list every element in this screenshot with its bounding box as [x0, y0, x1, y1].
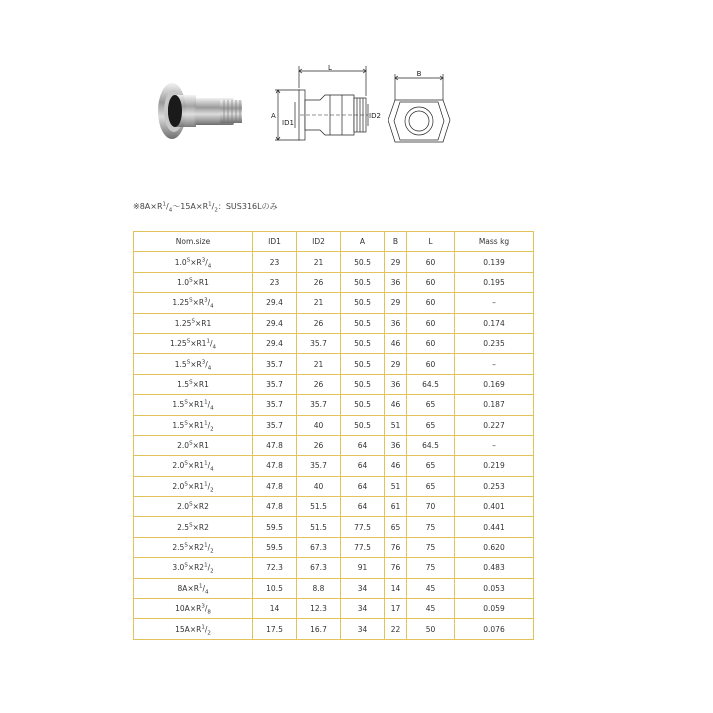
table-cell: 64 [341, 476, 385, 496]
table-cell: 29 [385, 293, 407, 313]
column-header: Nom.size [134, 232, 253, 252]
table-cell: 45 [407, 578, 455, 598]
material-note: $※8A\times R^1/_4\sim 15A\times R^1/_2$：SUS316Lのみ [133, 201, 278, 214]
table-cell: – [455, 435, 534, 455]
size-base: 2.0 [177, 502, 190, 512]
size-base: 1.25 [172, 298, 190, 308]
table-cell: 72.3 [253, 558, 297, 578]
table-cell: 65 [407, 415, 455, 435]
size-schedule-sup: S [189, 297, 193, 304]
nom-size-cell: $1.0^S\times R^3/_4$ [134, 252, 253, 272]
table-row [134, 558, 534, 578]
size-schedule-sup: S [186, 359, 191, 366]
size-fraction-den: 4 [210, 405, 214, 412]
table-cell: 0.483 [455, 558, 534, 578]
table-cell: 34 [341, 599, 385, 619]
table-cell: 46 [385, 333, 407, 353]
size-fraction-num: 1 [204, 399, 208, 406]
table-cell: 0.227 [455, 415, 534, 435]
size-fraction-num: 1 [206, 338, 210, 345]
table-cell: 64 [341, 456, 385, 476]
size-base: 3.0 [172, 563, 185, 573]
table-cell: 40 [297, 476, 341, 496]
size-thread: ×R2 [187, 563, 205, 573]
size-base: 1.0 [177, 277, 190, 287]
note-suffix: ：SUS316Lのみ [217, 202, 278, 211]
table-cell: 23 [253, 252, 297, 272]
size-thread: ×R1 [187, 461, 205, 471]
table-cell: 77.5 [341, 537, 385, 557]
table-row [134, 517, 534, 537]
size-thread: ×R1 [190, 339, 207, 349]
table-cell: 50.5 [341, 415, 385, 435]
size-base: 1.0 [174, 257, 187, 267]
table-cell: 50.5 [341, 313, 385, 333]
nom-size-cell: $1.5^S\times R1^1/_4$ [134, 395, 253, 415]
size-schedule-sup: S [184, 399, 188, 406]
nom-size-cell: $10A\times R^3/_8$ [134, 599, 253, 619]
table-cell: 65 [385, 517, 407, 537]
nom-size-cell: $2.5^S\times R2^1/_2$ [134, 537, 253, 557]
column-header: ID1 [253, 232, 297, 252]
column-header: B [385, 232, 407, 252]
table-cell: 77.5 [341, 517, 385, 537]
size-base: 2.5 [177, 522, 190, 532]
table-cell: 0.076 [455, 619, 534, 639]
column-header: ID2 [297, 232, 341, 252]
table-row [134, 435, 534, 455]
table-cell: 29.4 [253, 313, 297, 333]
table-cell: 0.139 [455, 252, 534, 272]
table-cell: 64 [341, 435, 385, 455]
size-fraction-num: 1 [201, 624, 205, 631]
table-cell: 51 [385, 415, 407, 435]
nom-size-cell: $8A\times R^1/_4$ [134, 578, 253, 598]
size-thread: ×R1 [187, 481, 205, 491]
dim-label-id2: ID2 [369, 112, 381, 120]
size-base: 1.25 [169, 339, 187, 349]
table-row [134, 374, 534, 394]
size-thread: ×R [189, 624, 202, 634]
table-cell: 60 [407, 354, 455, 374]
dim-label-id1: ID1 [282, 119, 294, 127]
size-base: 2.0 [172, 481, 185, 491]
hex-end-view-drawing-icon [388, 64, 452, 154]
table-cell: 91 [341, 558, 385, 578]
table-cell: 29.4 [253, 293, 297, 313]
table-cell: 50.5 [341, 272, 385, 292]
table-cell: 47.8 [253, 456, 297, 476]
size-fraction-den: 2 [210, 426, 214, 433]
nom-size-cell [134, 497, 253, 517]
table-cell: 47.8 [253, 435, 297, 455]
table-cell: 0.053 [455, 578, 534, 598]
size-schedule-sup: S [184, 542, 188, 549]
table-cell: 60 [407, 313, 455, 333]
size-base: 15A [175, 624, 190, 634]
table-cell: 26 [297, 435, 341, 455]
nom-size-cell: $1.5^S\times R^3/_4$ [134, 354, 253, 374]
table-cell: 47.8 [253, 476, 297, 496]
table-cell: 61 [385, 497, 407, 517]
size-base: 2.0 [177, 441, 190, 451]
size-fraction-den: 4 [207, 365, 212, 372]
table-row [134, 354, 534, 374]
size-thread: ×R2 [192, 502, 209, 512]
table-cell: 76 [385, 537, 407, 557]
size-thread: ×R [187, 583, 199, 593]
table-cell: 36 [385, 374, 407, 394]
size-base: 10A [175, 604, 190, 614]
table-cell: 34 [341, 619, 385, 639]
table-cell: 75 [407, 558, 455, 578]
table-row [134, 497, 534, 517]
size-fraction-num: 1 [198, 583, 203, 590]
size-schedule-sup: S [184, 481, 188, 488]
size-fraction-den: 4 [210, 466, 214, 473]
table-cell: 50 [407, 619, 455, 639]
size-fraction-num: 3 [204, 297, 208, 304]
table-cell: 65 [407, 476, 455, 496]
table-cell: 64.5 [407, 374, 455, 394]
table-cell: 70 [407, 497, 455, 517]
table-cell: 35.7 [297, 456, 341, 476]
table-cell: 0.235 [455, 333, 534, 353]
nom-size-cell: $1.5^S\times R1^1/_2$ [134, 415, 253, 435]
size-base: 1.5 [172, 420, 185, 430]
table-cell: 26 [297, 313, 341, 333]
table-cell: 16.7 [297, 619, 341, 639]
table-cell: 60 [407, 293, 455, 313]
table-row [134, 293, 534, 313]
note-frac-a-den: 4 [168, 207, 173, 214]
dim-label-a: A [271, 112, 276, 120]
size-base: 2.0 [172, 461, 185, 471]
size-fraction-den: 2 [210, 487, 214, 494]
size-schedule-sup: S [189, 522, 193, 529]
size-fraction-num: 1 [204, 481, 208, 488]
size-base: 2.5 [172, 543, 185, 553]
table-cell: 50.5 [341, 333, 385, 353]
table-cell: 51.5 [297, 517, 341, 537]
table-cell: 14 [385, 578, 407, 598]
nom-size-cell: $2.0^S\times R1^1/_4$ [134, 456, 253, 476]
table-cell: 59.5 [253, 537, 297, 557]
table-row [134, 456, 534, 476]
note-frac-b-num: 1 [208, 201, 212, 208]
nom-size-cell [134, 517, 253, 537]
table-cell: – [455, 293, 534, 313]
size-schedule-sup: S [189, 277, 193, 284]
nom-size-cell: $1.25^S\times R1^1/_4$ [134, 333, 253, 353]
table-cell: 60 [407, 252, 455, 272]
size-base: 1.5 [177, 379, 190, 389]
table-cell: 0.195 [455, 272, 534, 292]
table-cell: 8.8 [297, 578, 341, 598]
nom-size-cell [134, 374, 253, 394]
table-cell: 0.620 [455, 537, 534, 557]
table-cell: 67.3 [297, 558, 341, 578]
size-fraction-den: 2 [207, 630, 211, 637]
nom-size-cell: $3.0^S\times R2^1/_2$ [134, 558, 253, 578]
size-thread: ×R1 [194, 318, 212, 328]
table-cell: 17 [385, 599, 407, 619]
nom-size-cell: $15A\times R^1/_2$ [134, 619, 253, 639]
nom-size-cell [134, 272, 253, 292]
size-fraction-num: 3 [201, 603, 205, 610]
table-cell: 50.5 [341, 354, 385, 374]
table-cell: 36 [385, 313, 407, 333]
table-cell: 75 [407, 517, 455, 537]
size-thread: ×R1 [187, 400, 205, 410]
note-frac-a-num: 1 [162, 201, 167, 208]
table-cell: 75 [407, 537, 455, 557]
size-thread: ×R [190, 359, 202, 369]
table-cell: 21 [297, 354, 341, 374]
size-thread: ×R1 [192, 441, 209, 451]
size-base: 1.5 [172, 400, 185, 410]
size-base: 1.25 [174, 318, 192, 328]
table-cell: 0.187 [455, 395, 534, 415]
size-thread: ×R1 [187, 420, 205, 430]
table-cell: 21 [297, 293, 341, 313]
table-cell: 35.7 [253, 374, 297, 394]
table-cell: 29 [385, 252, 407, 272]
table-cell: 26 [297, 272, 341, 292]
table-cell: 17.5 [253, 619, 297, 639]
table-cell: 23 [253, 272, 297, 292]
column-header: L [407, 232, 455, 252]
table-cell: 26 [297, 374, 341, 394]
table-cell: 51 [385, 476, 407, 496]
table-cell: 45 [407, 599, 455, 619]
side-view-drawing-icon [270, 62, 390, 162]
table-cell: 0.174 [455, 313, 534, 333]
table-cell: 67.3 [297, 537, 341, 557]
size-thread: ×R2 [192, 522, 209, 532]
dim-label-b: B [416, 70, 422, 78]
table-row [134, 476, 534, 496]
table-cell: 0.219 [455, 456, 534, 476]
table-row [134, 313, 534, 333]
size-fraction-num: 3 [201, 257, 206, 264]
size-thread: ×R [190, 257, 202, 267]
table-cell: 40 [297, 415, 341, 435]
table-cell: 29.4 [253, 333, 297, 353]
size-schedule-sup: S [184, 562, 188, 569]
size-schedule-sup: S [184, 460, 188, 467]
table-cell: 50.5 [341, 374, 385, 394]
nom-size-cell [134, 435, 253, 455]
size-fraction-den: 4 [212, 344, 216, 351]
table-cell: 60 [407, 333, 455, 353]
table-cell: 47.8 [253, 497, 297, 517]
table-cell: 22 [385, 619, 407, 639]
table-cell: 35.7 [253, 395, 297, 415]
table-row [134, 272, 534, 292]
table-row [134, 578, 534, 598]
table-cell: 65 [407, 395, 455, 415]
size-schedule-sup: S [189, 440, 193, 447]
nom-size-cell [134, 313, 253, 333]
size-schedule-sup: S [189, 379, 193, 386]
size-fraction-num: 1 [204, 460, 208, 467]
table-cell: 36 [385, 435, 407, 455]
size-fraction-num: 1 [204, 562, 208, 569]
table-cell: 21 [297, 252, 341, 272]
table-cell: 65 [407, 456, 455, 476]
size-fraction-den: 4 [210, 303, 214, 310]
size-fraction-den: 8 [207, 609, 211, 616]
table-row [134, 252, 534, 272]
size-schedule-sup: S [186, 257, 191, 264]
note-mid: ～15A×R [172, 202, 209, 211]
table-cell: 59.5 [253, 517, 297, 537]
table-cell: 10.5 [253, 578, 297, 598]
size-schedule-sup: S [189, 501, 193, 508]
table-cell: 0.441 [455, 517, 534, 537]
table-cell: 60 [407, 272, 455, 292]
size-thread: ×R [189, 604, 202, 614]
table-cell: 35.7 [297, 333, 341, 353]
size-schedule-sup: S [191, 318, 195, 325]
table-cell: 35.7 [297, 395, 341, 415]
table-cell: 34 [341, 578, 385, 598]
size-base: 8A [177, 583, 188, 593]
table-row [134, 537, 534, 557]
column-header: Mass kg [455, 232, 534, 252]
table-row [134, 619, 534, 639]
size-schedule-sup: S [184, 420, 188, 427]
table-cell: 0.059 [455, 599, 534, 619]
size-fraction-den: 4 [207, 263, 212, 270]
size-fraction-den: 2 [210, 548, 214, 555]
size-thread: ×R2 [187, 543, 205, 553]
table-cell: 46 [385, 395, 407, 415]
size-thread: ×R [192, 298, 205, 308]
size-fraction-num: 1 [204, 542, 208, 549]
nom-size-cell: $2.0^S\times R1^1/_2$ [134, 476, 253, 496]
table-cell: 0.401 [455, 497, 534, 517]
size-fraction-num: 1 [204, 420, 208, 427]
size-fraction-den: 4 [204, 589, 209, 596]
table-cell: 0.253 [455, 476, 534, 496]
table-cell: 64 [341, 497, 385, 517]
nom-size-cell: $1.25^S\times R^3/_4$ [134, 293, 253, 313]
table-cell: 35.7 [253, 354, 297, 374]
table-cell: 64.5 [407, 435, 455, 455]
table-row [134, 599, 534, 619]
size-fraction-den: 2 [210, 568, 214, 575]
table-cell: 50.5 [341, 395, 385, 415]
note-prefix: ※8A×R [133, 202, 163, 211]
table-cell: 51.5 [297, 497, 341, 517]
table-cell: 36 [385, 272, 407, 292]
size-schedule-sup: S [186, 338, 191, 345]
spec-table [133, 231, 534, 640]
table-cell: 0.169 [455, 374, 534, 394]
table-cell: – [455, 354, 534, 374]
dim-label-l: L [328, 64, 332, 72]
size-thread: ×R1 [192, 379, 209, 389]
table-cell: 46 [385, 456, 407, 476]
table-cell: 76 [385, 558, 407, 578]
table-cell: 50.5 [341, 293, 385, 313]
table-row [134, 333, 534, 353]
table-cell: 14 [253, 599, 297, 619]
table-cell: 12.3 [297, 599, 341, 619]
table-cell: 50.5 [341, 252, 385, 272]
size-thread: ×R1 [192, 277, 209, 287]
table-row [134, 415, 534, 435]
size-fraction-num: 3 [201, 359, 206, 366]
table-header-row [134, 232, 534, 252]
table-cell: 35.7 [253, 415, 297, 435]
size-base: 1.5 [174, 359, 187, 369]
note-frac-b-den: 2 [214, 207, 218, 214]
table-cell: 29 [385, 354, 407, 374]
product-figure [0, 0, 713, 190]
table-body [134, 252, 534, 639]
table-row [134, 395, 534, 415]
column-header: A [341, 232, 385, 252]
fitting-photo-icon [150, 78, 250, 148]
